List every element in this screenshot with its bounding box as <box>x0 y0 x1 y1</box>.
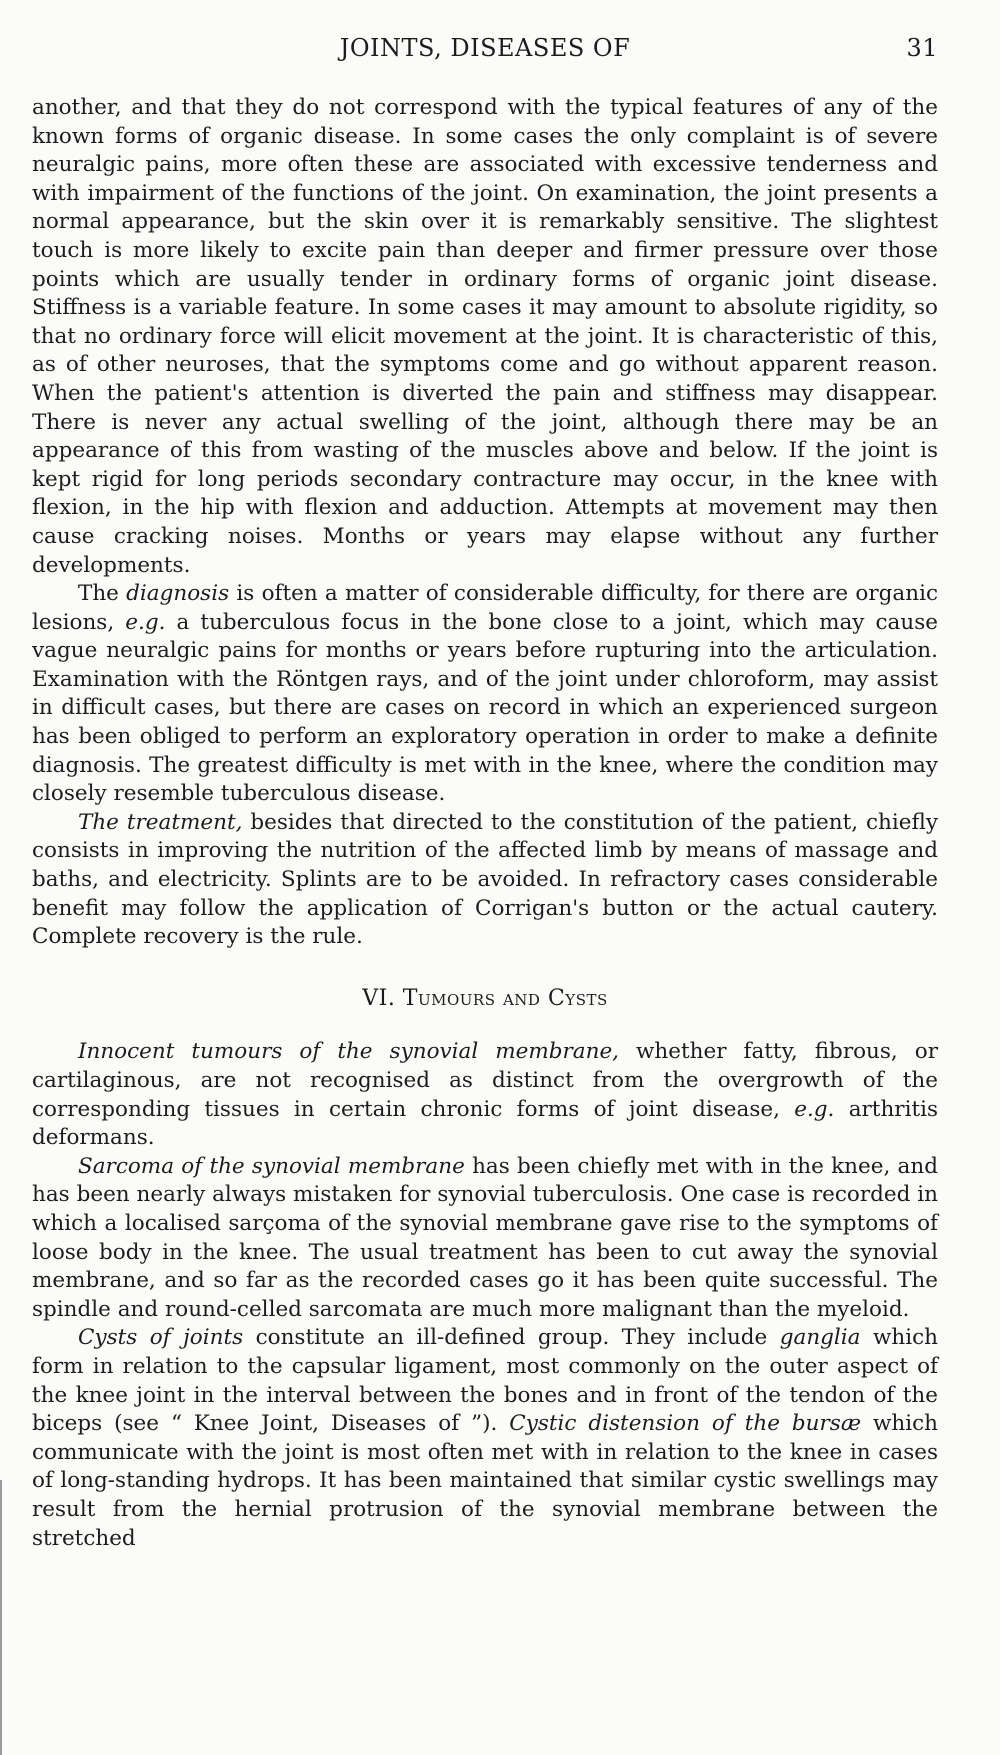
diagnosis-eg: e.g. <box>125 609 166 635</box>
cystic-distension-term: Cystic distension of the bursæ <box>509 1411 862 1437</box>
paragraph-sarcoma <box>32 1153 938 1325</box>
sarcoma-term: Sarcoma of the synovial membrane <box>78 1153 465 1179</box>
cysts-text-mid1: constitute an ill-defined group. They include <box>243 1325 780 1351</box>
page-number: 31 <box>906 34 938 62</box>
running-title: JOINTS, DISEASES OF <box>339 34 631 62</box>
diagnosis-text-before: The <box>78 581 127 607</box>
treatment-text: besides that directed to the constitution of the patient, chiefly consists in improving the nutrition of the affected limb by means of massage and baths, and electricity. Splints are to be avoided. In refractory cases considerable benefit may follow the application of Corrigan's button or the actual cautery. Complete recovery is the rule. <box>32 809 938 950</box>
paragraph-innocent-tumours <box>32 1038 938 1152</box>
innocent-tumours-text-mid: whether fatty, fibrous, or cartilaginous, are not recognised as distinct from the overgrowth of the corresponding tissues in certain chronic forms of joint disease, <box>32 1039 938 1122</box>
sarcoma-text: has been chiefly met with in the knee, and has been nearly always mistaken for synovial tuberculosis. One case is recorded in which a localised sarçoma of the synovial membrane gave rise to the symptoms of loose body in the knee. The usual treatment has been to cut away the synovial membrane, and so far as the recorded cases go it has been quite successful. The spindle and round-celled sarcomata are much more malignant than the myeloid. <box>32 1153 938 1322</box>
diagnosis-text-mid: is often a matter of considerable difficulty, for there are organic lesions, <box>32 581 938 635</box>
paragraph-treatment <box>32 809 938 952</box>
body-text <box>32 94 938 1553</box>
paragraph-neurosis-symptoms: another, and that they do not correspond with the typical features of any of the known forms of organic disease. In some cases the only complaint is of severe neuralgic pains, more often these are associated with excessive tenderness and with impairment of the functions of the joint. On examination, the joint presents a normal appearance, but the skin over it is remarkably sensitive. The slightest touch is more likely to excite pain than deeper and firmer pressure over those points which are usually tender in ordinary forms of organic joint disease. Stiffness is a variable feature. In some cases it may amount to absolute rigidity, so that no ordinary force will elicit movement at the joint. It is characteristic of this, as of other neuroses, that the symptoms come and go without apparent reason. When the patient's attention is diverted the pain and stiffness may disappear. There is never any actual swelling of the joint, although there may be an appearance of this from wasting of the muscles above and below. If the joint is kept rigid for long periods secondary contracture may occur, in the knee with flexion, in the hip with flexion and adduction. Attempts at movement may then cause cracking noises. Months or years may elapse without any further developments. <box>32 95 938 578</box>
cysts-text-after: which communicate with the joint is most often met with in relation to the knee in cases of long-standing hydrops. It has been maintained that similar cystic swellings may result from the hernial protrusion of the synovial membrane between the stretched <box>32 1411 938 1551</box>
innocent-tumours-term: Innocent tumours of the synovial membrane, <box>78 1039 620 1065</box>
paragraph-diagnosis <box>32 580 938 809</box>
cysts-text-mid2: which form in relation to the capsular ligament, most commonly on the outer aspect of the knee joint in the interval between the bones and in front of the tendon of the biceps (see “ Knee Joint, Diseases of ”). <box>32 1325 938 1437</box>
ganglia-term: ganglia <box>779 1325 861 1351</box>
cysts-term: Cysts of joints <box>78 1325 244 1351</box>
innocent-tumours-eg: e.g. <box>794 1096 835 1122</box>
section-heading: VI. Tumours and Cysts <box>362 985 608 1011</box>
page-edge-line <box>0 1480 2 1755</box>
innocent-tumours-text-after: arthritis deformans. <box>32 1096 938 1151</box>
running-head <box>32 34 938 70</box>
paragraph-cysts <box>32 1324 938 1553</box>
diagnosis-term: diagnosis <box>126 581 230 607</box>
treatment-term: The treatment, <box>78 809 243 835</box>
diagnosis-text-after: a tuberculous focus in the bone close to a joint, which may cause vague neuralgic pains for months or years before rupturing into the articulation. Examination with the Röntgen rays, and of the joint under chloroform, may assist in difficult cases, but there are cases on record in which an experienced surgeon has been obliged to perform an exploratory operation in order to make a definite diagnosis. The greatest difficulty is met with in the knee, where the condition may closely resemble tuberculous disease. <box>32 609 938 807</box>
